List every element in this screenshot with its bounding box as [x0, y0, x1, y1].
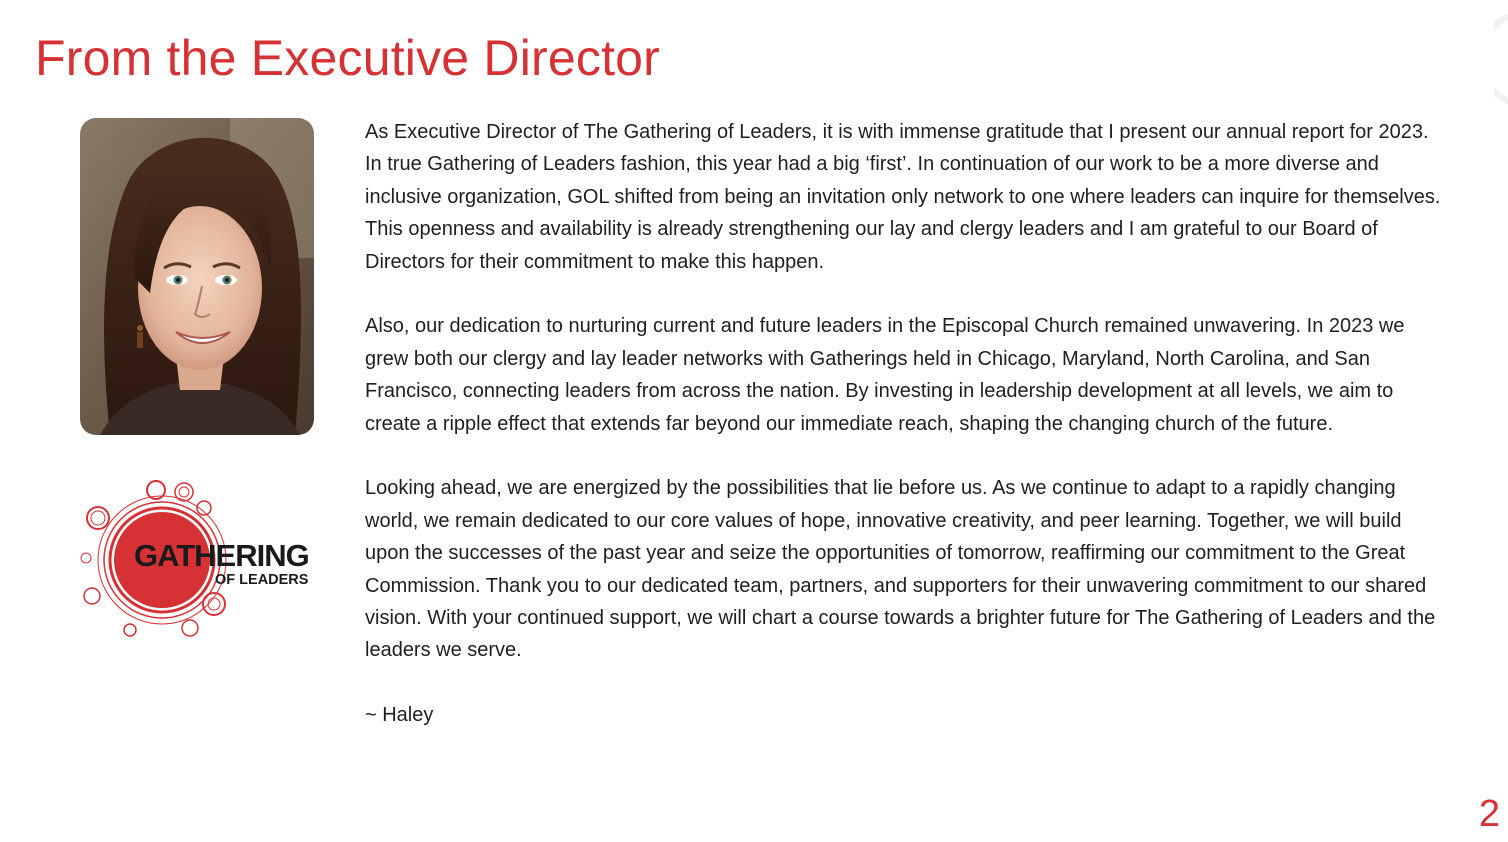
letter-signature: ~ Haley [365, 704, 434, 727]
logo-mark [78, 478, 318, 642]
director-letter [365, 116, 1450, 732]
letter-paragraph-3: Looking ahead, we are energized by the possibilities that lie before us. As we continue to adapt to a rapidly changing world, we remain dedicated to our core values of hope, innovative creativity, and peer learning. Together, we will build upon the successes of the past year and seize the opportunities of tomorrow, reaffirming our commitment to the Great Commission. Thank you to our dedicated team, partners, and supporters for their unwavering commitment to our shared vision. With your continued support, we will chart a course towards a brighter future for The Gathering of Leaders and the leaders we serve. [365, 477, 1436, 662]
page-title: From the Executive Director [35, 30, 661, 86]
logo-title: GATHERING [134, 538, 309, 573]
director-portrait [80, 118, 314, 435]
letter-paragraph-1: As Executive Director of The Gathering of Leaders, it is with immense gratitude that I present our annual report for 2023. In true Gathering of Leaders fashion, this year had a big ‘first’. In continuation of our work to be a more diverse and inclusive organization, GOL shifted from being an invitation only network to one where leaders can inquire for themselves. This openness and availability is already strengthening our lay and clergy leaders and I am grateful to our Board of Directors for their commitment to make this happen. [365, 121, 1441, 273]
corner-decoration [1494, 14, 1508, 104]
gathering-of-leaders-logo [78, 478, 318, 642]
letter-paragraph-2: Also, our dedication to nurturing current and future leaders in the Episcopal Church remained unwavering. In 2023 we grew both our clergy and lay leader networks with Gatherings held in Chicago, Maryland, North Carolina, and San Francisco, connecting leaders from across the nation. By investing in leadership development at all levels, we aim to create a ripple effect that extends far beyond our immediate reach, shaping the changing church of the future. [365, 315, 1405, 435]
page-number: 2 [1478, 793, 1500, 835]
portrait-illustration [80, 118, 314, 435]
logo-subtitle: OF LEADERS [215, 572, 309, 588]
